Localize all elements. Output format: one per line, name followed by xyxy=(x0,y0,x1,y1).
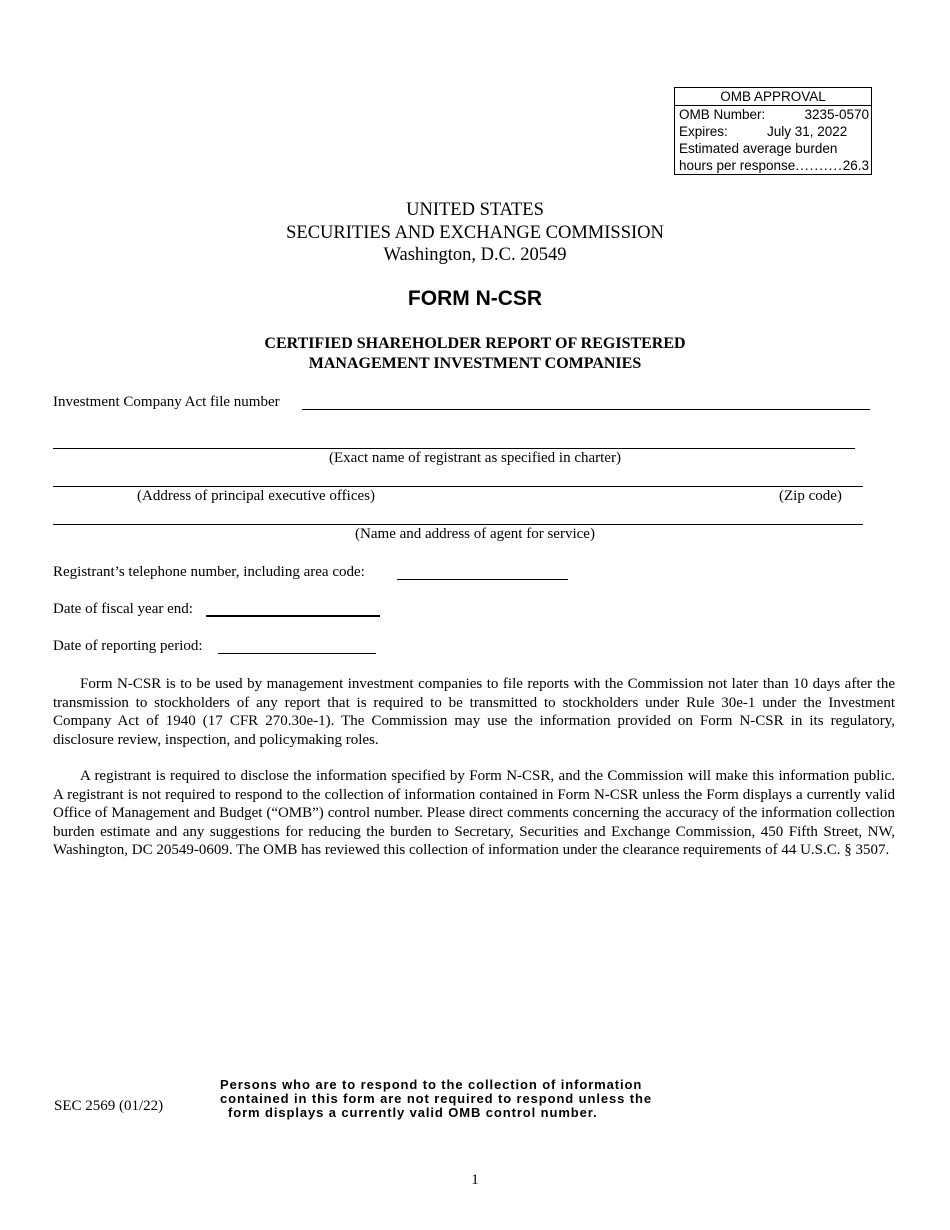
subtitle-line-2: MANAGEMENT INVESTMENT COMPANIES xyxy=(308,355,642,372)
omb-burden-dots: .......... xyxy=(795,158,843,173)
omb-notice-line-3: form displays a currently valid OMB control number. xyxy=(228,1105,598,1120)
omb-burden-label: hours per response xyxy=(679,158,796,173)
omb-approval-header: OMB APPROVAL xyxy=(675,88,871,106)
registrant-name-caption: (Exact name of registrant as specified in charter) xyxy=(329,450,621,466)
form-title: FORM N-CSR xyxy=(407,287,543,310)
subtitle-line-1: CERTIFIED SHAREHOLDER REPORT OF REGISTERED xyxy=(264,335,686,352)
omb-burden-value: 26.3 xyxy=(842,158,869,173)
sec-form-code: SEC 2569 (01/22) xyxy=(54,1098,164,1114)
agency-heading xyxy=(0,199,950,267)
instructions-paragraph-1: Form N-CSR is to be used by management investment companies to file reports with the Commission not later than 10 days after the transmission to stockholders of any report that is required to be transmitted to stockholders under Rule 30e-1 under the Investment Company Act of 1940 (17 CFR 270.30e-1). The Commission may use the information provided on Form N-CSR in its regulatory, disclosure review, inspection, and policymaking roles. xyxy=(53,676,895,748)
agency-line-2: SECURITIES AND EXCHANGE COMMISSION xyxy=(286,222,664,243)
telephone-field[interactable] xyxy=(397,579,568,580)
agent-for-service-field[interactable] xyxy=(53,524,863,525)
omb-notice-line-2: contained in this form are not required to respond unless the xyxy=(220,1091,652,1106)
omb-number-value: 3235-0570 xyxy=(804,107,869,122)
agent-caption: (Name and address of agent for service) xyxy=(355,526,595,542)
reporting-period-field[interactable] xyxy=(218,653,376,654)
fiscal-year-end-label: Date of fiscal year end: xyxy=(53,601,193,617)
omb-expires-value: July 31, 2022 xyxy=(767,124,848,139)
omb-notice xyxy=(220,1078,710,1120)
zip-caption: (Zip code) xyxy=(779,488,842,504)
agency-line-1: UNITED STATES xyxy=(406,200,544,220)
omb-burden-line: Estimated average burden xyxy=(679,141,838,156)
address-caption: (Address of principal executive offices) xyxy=(137,488,375,504)
omb-approval-box xyxy=(674,87,872,175)
form-subtitle xyxy=(0,334,950,374)
file-number-field[interactable] xyxy=(302,409,870,410)
omb-number-row xyxy=(675,106,871,123)
omb-number-label: OMB Number: xyxy=(679,107,766,122)
page-number: 1 xyxy=(471,1172,479,1188)
omb-notice-line-1: Persons who are to respond to the collection of information xyxy=(220,1077,643,1092)
omb-burden-row xyxy=(675,157,871,174)
principal-address-field[interactable] xyxy=(53,486,863,487)
omb-expires-row xyxy=(675,123,871,140)
agency-line-3: Washington, D.C. 20549 xyxy=(383,245,567,265)
fiscal-year-end-field[interactable] xyxy=(206,615,380,617)
registrant-name-field[interactable] xyxy=(53,448,855,449)
reporting-period-label: Date of reporting period: xyxy=(53,638,203,654)
telephone-label: Registrant’s telephone number, including area code: xyxy=(53,564,365,580)
file-number-label: Investment Company Act file number xyxy=(53,394,280,410)
omb-expires-label: Expires: xyxy=(679,124,728,139)
instructions-paragraph-2: A registrant is required to disclose the information specified by Form N-CSR, and the Commission will make this information public. A registrant is not required to respond to the collection of information contained in Form N-CSR unless the Form displays a currently valid Office of Management and Budget (“OMB”) control number. Please direct comments concerning the accuracy of the information collection burden estimate and any suggestions for reducing the burden to Secretary, Securities and Exchange Commission, 450 Fifth Street, NW, Washington, DC 20549-0609. The OMB has reviewed this collection of information under the clearance requirements of 44 U.S.C. § 3507. xyxy=(53,768,895,859)
